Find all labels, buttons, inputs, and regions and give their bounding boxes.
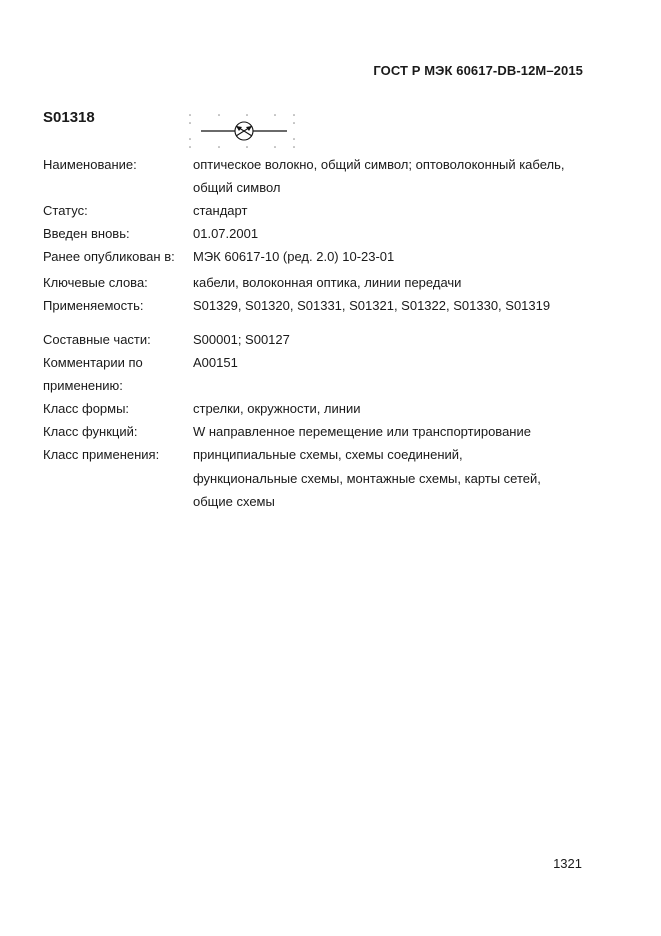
- optical-fibre-symbol-icon: [186, 111, 298, 149]
- field-value-previously-published: МЭК 60617-10 (ред. 2.0) 10-23-01: [193, 249, 395, 264]
- field-value-components: S00001; S00127: [193, 332, 290, 347]
- field-value-shape-class: стрелки, окружности, линии: [193, 401, 361, 416]
- field-label-introduced: Введен вновь:: [43, 226, 130, 241]
- field-label-applicability: Применяемость:: [43, 298, 144, 313]
- field-value-applicability: S01329, S01320, S01331, S01321, S01322, S01330, S01319: [193, 298, 551, 313]
- field-value-application-class-line-2: функциональные схемы, монтажные схемы, карты сетей,: [193, 471, 541, 486]
- field-label-status: Статус:: [43, 203, 88, 218]
- field-label-shape-class: Класс формы:: [43, 401, 130, 416]
- field-value-comments: A00151: [193, 355, 238, 370]
- page-number: 1321: [553, 856, 582, 871]
- field-label-comments-line-2: применению:: [43, 378, 123, 393]
- field-value-keywords: кабели, волоконная оптика, линии передачи: [193, 275, 462, 290]
- field-value-application-class-line-3: общие схемы: [193, 494, 275, 509]
- field-label-comments-line-1: Комментарии по: [43, 355, 143, 370]
- symbol-code: S01318: [43, 109, 95, 126]
- field-value-name-line-1: оптическое волокно, общий символ; оптоволоконный кабель,: [193, 157, 565, 172]
- field-label-name: Наименование:: [43, 157, 137, 172]
- field-value-name-line-2: общий символ: [193, 180, 281, 195]
- field-label-components: Составные части:: [43, 332, 151, 347]
- page-header-title: ГОСТ Р МЭК 60617-DB-12M–2015: [373, 63, 583, 78]
- field-value-application-class-line-1: принципиальные схемы, схемы соединений,: [193, 447, 463, 462]
- field-label-function-class: Класс функций:: [43, 424, 138, 439]
- field-label-previously-published: Ранее опубликован в:: [43, 249, 175, 264]
- field-value-introduced: 01.07.2001: [193, 226, 259, 241]
- field-value-function-class: W направленное перемещение или транспортирование: [193, 424, 531, 439]
- field-label-application-class: Класс применения:: [43, 447, 160, 462]
- field-label-keywords: Ключевые слова:: [43, 275, 148, 290]
- field-value-status: стандарт: [193, 203, 248, 218]
